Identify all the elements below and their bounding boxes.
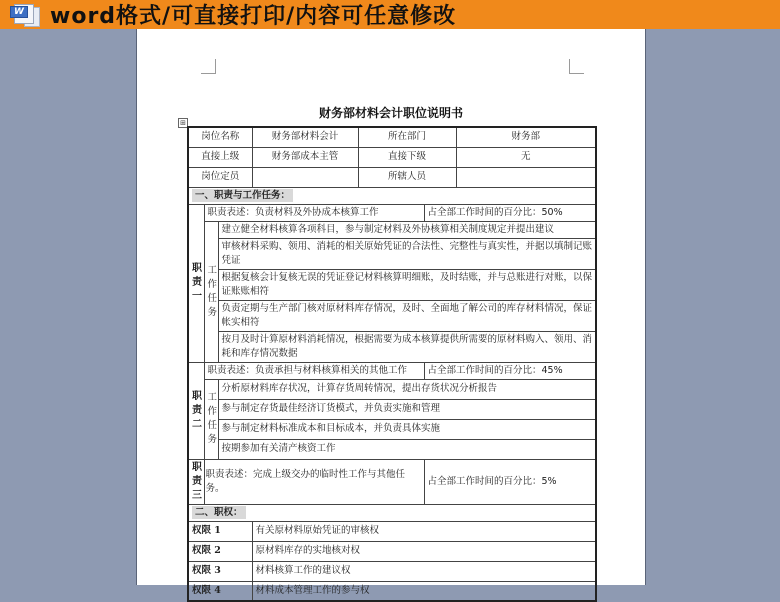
task-text[interactable]: 参与制定材料标准成本和目标成本，并负责具体实施 <box>218 419 596 439</box>
duty-percent[interactable]: 占全部工作时间的百分比：5% <box>424 459 596 504</box>
task-label: 工 作 任 务 <box>204 221 218 362</box>
task-row <box>188 439 596 459</box>
task-row <box>188 300 596 331</box>
value-position-name[interactable]: 财务部材料会计 <box>252 127 358 147</box>
duty-description[interactable]: 职责表述：完成上级交办的临时性工作与其他任务。 <box>204 459 424 504</box>
authority-row <box>188 581 596 601</box>
duty-3-summary <box>188 459 596 504</box>
task-text[interactable]: 根据复核会计复核无误的凭证登记材料核算明细账，及时结账，并与总账进行对账，以保证账账相符 <box>218 269 596 300</box>
section-header-duties <box>188 187 596 204</box>
info-row <box>188 147 596 167</box>
label-direct-subordinate: 直接下级 <box>358 147 456 167</box>
duty-description[interactable]: 职责表述：负责承担与材料核算相关的其他工作 <box>204 362 424 379</box>
authority-label: 权限 4 <box>188 581 252 601</box>
task-row <box>188 269 596 300</box>
task-row <box>188 379 596 399</box>
duty-percent[interactable]: 占全部工作时间的百分比：50% <box>424 204 596 221</box>
task-text[interactable]: 分析原材料库存状况，计算存货周转情况，提出存货状况分析报告 <box>218 379 596 399</box>
task-row <box>188 331 596 362</box>
section-label: 一、职责与工作任务： <box>192 189 293 202</box>
value-headcount[interactable] <box>252 167 358 187</box>
task-row <box>188 419 596 439</box>
job-description-table <box>187 126 597 602</box>
duty-2-summary <box>188 362 596 379</box>
duty-percent[interactable]: 占全部工作时间的百分比：45% <box>424 362 596 379</box>
section-label: 二、职权： <box>192 506 246 519</box>
info-row <box>188 167 596 187</box>
document-page <box>136 29 646 596</box>
label-department: 所在部门 <box>358 127 456 147</box>
duty-1-summary <box>188 204 596 221</box>
value-department[interactable]: 财务部 <box>456 127 596 147</box>
task-text[interactable]: 建立健全材料核算各项科目，参与制定材料及外协核算相关制度规定并提出建议 <box>218 221 596 238</box>
table-move-handle-icon[interactable]: ⊞ <box>178 118 188 128</box>
document-title: 财务部材料会计职位说明书 <box>318 106 463 120</box>
label-headcount: 岗位定员 <box>188 167 252 187</box>
word-doc-icon: W <box>6 2 46 28</box>
label-staff-managed: 所辖人员 <box>358 167 456 187</box>
task-row <box>188 238 596 269</box>
task-text[interactable]: 审核材料采购、领用、消耗的相关原始凭证的合法性、完整性与真实性，并据以填制记账凭证 <box>218 238 596 269</box>
duty-1-label: 职 责 一 <box>188 204 204 362</box>
section-header-authority <box>188 504 596 521</box>
label-direct-superior: 直接上级 <box>188 147 252 167</box>
authority-row <box>188 541 596 561</box>
authority-label: 权限 2 <box>188 541 252 561</box>
authority-text[interactable]: 材料成本管理工作的参与权 <box>252 581 596 601</box>
value-staff-managed[interactable] <box>456 167 596 187</box>
task-text[interactable]: 负责定期与生产部门核对原材料库存情况，及时、全面地了解公司的库存材料情况，保证帐实相符 <box>218 300 596 331</box>
banner-text: word格式/可直接打印/内容可任意修改 <box>50 4 457 29</box>
authority-text[interactable]: 有关原材料原始凭证的审核权 <box>252 521 596 541</box>
margin-corner-mark-left <box>201 59 216 74</box>
authority-text[interactable]: 原材料库存的实地核对权 <box>252 541 596 561</box>
value-direct-superior[interactable]: 财务部成本主管 <box>252 147 358 167</box>
promo-banner <box>0 0 780 29</box>
margin-corner-mark-right <box>569 59 584 74</box>
duty-3-label: 职 责 三 <box>188 459 204 504</box>
info-row <box>188 127 596 147</box>
task-text[interactable]: 按期参加有关清产核资工作 <box>218 439 596 459</box>
task-text[interactable]: 参与制定存货最佳经济订货模式，并负责实施和管理 <box>218 399 596 419</box>
value-direct-subordinate[interactable]: 无 <box>456 147 596 167</box>
task-text[interactable]: 按月及时计算原材料消耗情况，根据需要为成本核算提供所需要的原材料购入、领用、消耗和库存情况数据 <box>218 331 596 362</box>
authority-text[interactable]: 材料核算工作的建议权 <box>252 561 596 581</box>
authority-row <box>188 521 596 541</box>
task-label: 工 作 任 务 <box>204 379 218 459</box>
duty-description[interactable]: 职责表述：负责材料及外协成本核算工作 <box>204 204 424 221</box>
task-row <box>188 221 596 238</box>
authority-label: 权限 1 <box>188 521 252 541</box>
task-row <box>188 399 596 419</box>
label-position-name: 岗位名称 <box>188 127 252 147</box>
authority-row <box>188 561 596 581</box>
duty-2-label: 职 责 二 <box>188 362 204 459</box>
authority-label: 权限 3 <box>188 561 252 581</box>
